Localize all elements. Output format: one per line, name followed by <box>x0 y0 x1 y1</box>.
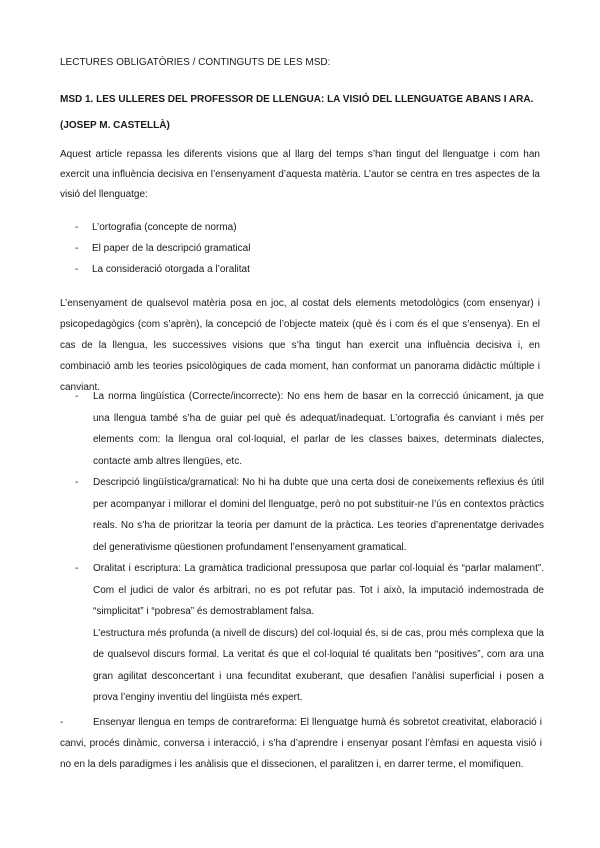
last-item-text: Ensenyar llengua en temps de contrareforma: El llenguatge humà és sobretot creativitat, elaboració i canvi, procés dinàmic, conversa i interacció, i s’ha d’aprendre i ensenyar posant l’èmfasi en aquesta visió i no en la dels paradigmes i les anàlisis que el dissecionen, el paralitzen i, en darrer terme, el momifiquen. <box>60 717 542 770</box>
bullet-dash: - <box>75 243 79 254</box>
bullet-dash: - <box>75 222 79 233</box>
aspect-text: La consideració otorgada a l’oralitat <box>92 264 250 275</box>
bullet-dash: - <box>75 264 79 275</box>
point-continuation: L’estructura més profunda (a nivell de discurs) del col·loquial és, si de cas, prou més complexa que la de qualsevol discurs formal. La veritat és que el col·loquial té qualitats ben “positives”, com ara una gran agilitat desconcertant i una fecunditat exuberant, que desafien l’anàlisi superficial i posen a prova l’enginy inventiu del lingüista més expert. <box>93 627 544 703</box>
list-item <box>60 623 544 709</box>
article-title: MSD 1. LES ULLERES DEL PROFESSOR DE LLENGUA: LA VISIÓ DEL LLENGUATGE ABANS I ARA. (JOSEP M. CASTELLÀ) <box>60 94 534 131</box>
last-item <box>60 712 542 775</box>
list-item <box>60 238 540 259</box>
point-text: Oralitat i escriptura: La gramàtica tradicional pressuposa que parlar col·loquial és “parlar malament”. Com el judici de valor és arbitrari, no es pot refutar pas. Tot i això, la imputació indemostrada de “simplicitat” i “pobresa” és demostrablament falsa. <box>93 563 544 617</box>
list-item <box>60 217 540 238</box>
context-paragraph: L’ensenyament de qualsevol matèria posa en joc, al costat dels elements metodològics (com ensenyar) i psicopedagògics (com s’aprèn), la concepció de l’objecte mateix (què és i com és el que s’ensenya). En el cas de la llengua, les successives visions que s’ha tingut han exercit una influència decisiva i, en combinació amb les teories psicològiques de cada moment, han conformat un panorama didàctic múltiple i canviant. <box>60 298 540 393</box>
list-item <box>60 259 540 280</box>
bullet-dash: - <box>60 717 64 728</box>
bullet-dash: - <box>75 391 79 402</box>
aspects-list <box>60 217 540 280</box>
points-list <box>60 386 544 709</box>
point-text: Descripció lingüística/gramatical: No hi ha dubte que una certa dosi de coneixements reflexius és útil per acompanyar i millorar el domini del llenguatge, però no pot substituir-ne l’ús en contextos pràctics reals. No s’ha de prioritzar la teoria per damunt de la pràctica. Les teories d’aprenentatge derivades del generativisme qüestionen profundament l’ensenyament gramatical. <box>93 477 544 553</box>
aspect-text: L’ortografia (concepte de norma) <box>92 222 237 233</box>
aspect-text: El paper de la descripció gramatical <box>92 243 251 254</box>
bullet-dash: - <box>75 563 79 574</box>
section-header: LECTURES OBLIGATÒRIES / CONTINGUTS DE LES MSD: <box>60 57 331 68</box>
point-text: La norma lingüística (Correcte/incorrecte): No ens hem de basar en la correcció únicament, ja que una llengua també s’ha de guiar pel què és adequat/inadequat. L’ortografia és canviant i més per elements com: la llengua oral col·loquial, el parlar de les classes baixes, determinats dialectes, contacte amb altres llengües, etc. <box>93 391 544 467</box>
bullet-dash: - <box>75 477 79 488</box>
list-item <box>60 472 544 558</box>
list-item <box>60 558 544 623</box>
list-item <box>60 386 544 472</box>
intro-paragraph: Aquest article repassa les diferents visions que al llarg del temps s’han tingut del llenguatge i com han exercit una influència decisiva en l’ensenyament d’aquesta matèria. L’autor se centra en tres aspectes de la visió del llenguatge: <box>60 149 540 200</box>
